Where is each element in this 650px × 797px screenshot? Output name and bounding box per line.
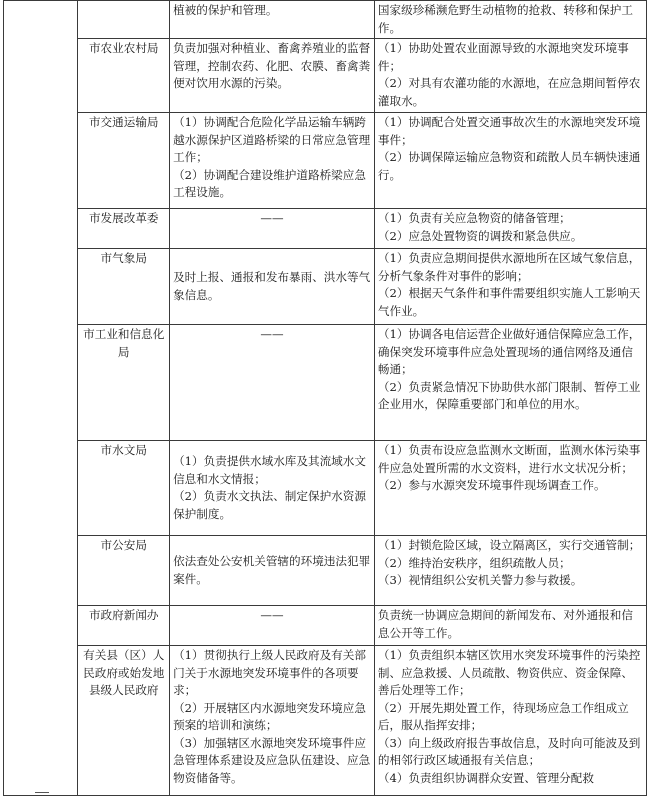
duty-text: （1）贯彻执行上级人民政府及有关部门关于水源地突发环境事件的各项要求； xyxy=(173,648,366,697)
department-cell xyxy=(78,325,170,441)
department-name: 市交通运输局 xyxy=(88,115,159,129)
department-cell xyxy=(78,249,170,325)
task-text: （2）应急处置物资的调拨和紧急供应。 xyxy=(377,228,583,243)
table-row xyxy=(4,39,647,113)
table-row xyxy=(4,646,647,796)
department-cell xyxy=(78,441,170,536)
daily-duty-cell xyxy=(170,113,375,209)
task-text: 国家级珍稀濒危野生动植物的抢救、转移和保护工作。 xyxy=(377,3,633,35)
task-text: （2）维持治安秩序，组织疏散人员； xyxy=(377,555,571,570)
task-text: （2）参与水源突发环境事件现场调查工作。 xyxy=(377,478,606,492)
table-row xyxy=(4,249,647,325)
task-text: （3）向上级政府报告事故信息，及时向可能波及到的相邻行政区域通报有关信息； xyxy=(377,735,641,767)
task-text: （2）协调保障运输应急物资和疏散人员车辆快速通行。 xyxy=(377,150,641,182)
department-cell xyxy=(78,606,170,646)
emergency-task-cell xyxy=(374,249,646,325)
duty-text: （1）负责提供水域水库及其流域水文信息和水文情报； xyxy=(173,454,366,486)
table-row xyxy=(4,113,647,209)
department-name: 有关县（区）人民政府或始发地县级人民政府 xyxy=(83,648,165,697)
daily-duty-cell xyxy=(170,536,375,606)
daily-duty-cell xyxy=(170,606,375,646)
daily-duty-cell xyxy=(170,39,375,113)
department-name: 市工业和信息化局 xyxy=(83,327,165,359)
emergency-task-cell xyxy=(374,113,646,209)
daily-duty-cell xyxy=(170,209,375,249)
daily-duty-cell xyxy=(170,325,375,441)
emergency-task-cell xyxy=(374,1,646,39)
category-column-cell xyxy=(4,1,78,796)
department-cell xyxy=(78,113,170,209)
duty-text: （2）开展辖区内水源地突发环境应急预案的培训和演练； xyxy=(173,700,366,732)
duty-text: 植被的保护和管理。 xyxy=(173,3,278,17)
duty-text: 及时上报、通报和发布暴雨、洪水等气象信息。 xyxy=(173,270,371,302)
emergency-task-cell xyxy=(374,325,646,441)
duty-text: （2）协调配合建设维护道路桥梁应急工程设施。 xyxy=(173,167,366,199)
emergency-task-cell xyxy=(374,606,646,646)
department-cell xyxy=(78,536,170,606)
duty-text: —— xyxy=(260,211,284,225)
duty-text: 依法查处公安机关管辖的环境违法犯罪案件。 xyxy=(173,554,371,586)
department-name: 市发展改革委 xyxy=(88,211,159,225)
emergency-task-cell xyxy=(374,441,646,536)
emergency-task-cell xyxy=(374,209,646,249)
table-row xyxy=(4,209,647,249)
emergency-task-cell xyxy=(374,39,646,113)
task-text: （1）负责组织本辖区饮用水突发环境事件的污染控制、应急救援、人员疏散、物资供应、资金保障、善后处理等工作； xyxy=(377,648,641,697)
task-text: （1）负责布设应急监测水文断面，监测水体污染事件应急处置所需的水文资料，进行水文状况分析； xyxy=(377,443,641,475)
task-text: （1）协调配合处置交通事故次生的水源地突发环境事件； xyxy=(377,115,641,147)
task-text: （2）对具有农灌功能的水源地，在应急期间暂停农灌取水。 xyxy=(377,76,641,108)
duty-text: —— xyxy=(260,608,284,622)
table-row xyxy=(4,1,647,39)
responsibility-table xyxy=(3,0,647,796)
emergency-task-cell xyxy=(374,536,646,606)
task-text: （1）封锁危险区域，设立隔离区，实行交通管制； xyxy=(377,538,641,552)
task-text: （1）协助处置农业面源导致的水源地突发环境事件； xyxy=(377,41,629,73)
department-name: 市农业农村局 xyxy=(88,41,159,55)
department-name: 市政府新闻办 xyxy=(88,608,159,622)
emergency-task-cell xyxy=(374,646,646,796)
table-row xyxy=(4,606,647,646)
duty-text: 负责加强对种植业、畜禽养殖业的监督管理，控制农药、化肥、农膜、畜禽粪便对饮用水源的污染。 xyxy=(173,41,371,90)
task-text: （4）负责组织协调群众安置、管理分配救 xyxy=(377,770,594,785)
daily-duty-cell xyxy=(170,249,375,325)
task-text: （1）负责有关应急物资的储备管理； xyxy=(377,211,571,225)
table-row xyxy=(4,536,647,606)
task-text: （2）开展先期处置工作，待现场应急工作组成立后，服从指挥安排； xyxy=(377,700,629,732)
department-cell xyxy=(78,1,170,39)
task-text: （1）负责应急期间提供水源地所在区域气象信息，分析气象条件对事件的影响； xyxy=(377,251,641,283)
task-text: 负责统一协调应急期间的新闻发布、对外通报和信息公开等工作。 xyxy=(377,608,633,640)
department-name: 市水文局 xyxy=(100,443,147,457)
department-name: 市气象局 xyxy=(100,251,147,265)
department-cell xyxy=(78,209,170,249)
table-row xyxy=(4,441,647,536)
daily-duty-cell xyxy=(170,441,375,536)
task-text: （2）根据天气条件和事件需要组织实施人工影响天气作业。 xyxy=(377,286,641,318)
task-text: （3）视情组织公安机关警力参与救援。 xyxy=(377,573,583,587)
duty-text: （1）协调配合危险化学品运输车辆跨越水源保护区道路桥梁的日常应急管理工作； xyxy=(173,115,371,164)
duty-text: —— xyxy=(260,327,284,341)
duty-text: （3）加强辖区水源地突发环境事件应急管理体系建设及应急队伍建设、应急物资储备等。 xyxy=(173,735,371,785)
duty-text: （2）负责水文执法、制定保护水资源保护制度。 xyxy=(173,489,366,521)
department-cell xyxy=(78,39,170,113)
department-name: 市公安局 xyxy=(100,538,147,552)
department-cell xyxy=(78,646,170,796)
task-text: （2）负责紧急情况下协助供水部门限制、暂停工业企业用水，保障重要部门和单位的用水。 xyxy=(377,379,641,411)
daily-duty-cell xyxy=(170,1,375,39)
table-row xyxy=(4,325,647,441)
daily-duty-cell xyxy=(170,646,375,796)
task-text: （1）协调各电信运营企业做好通信保障应急工作，确保突发环境事件应急处置现场的通信网络及通信畅通； xyxy=(377,327,641,376)
footnote-rule xyxy=(35,792,49,793)
